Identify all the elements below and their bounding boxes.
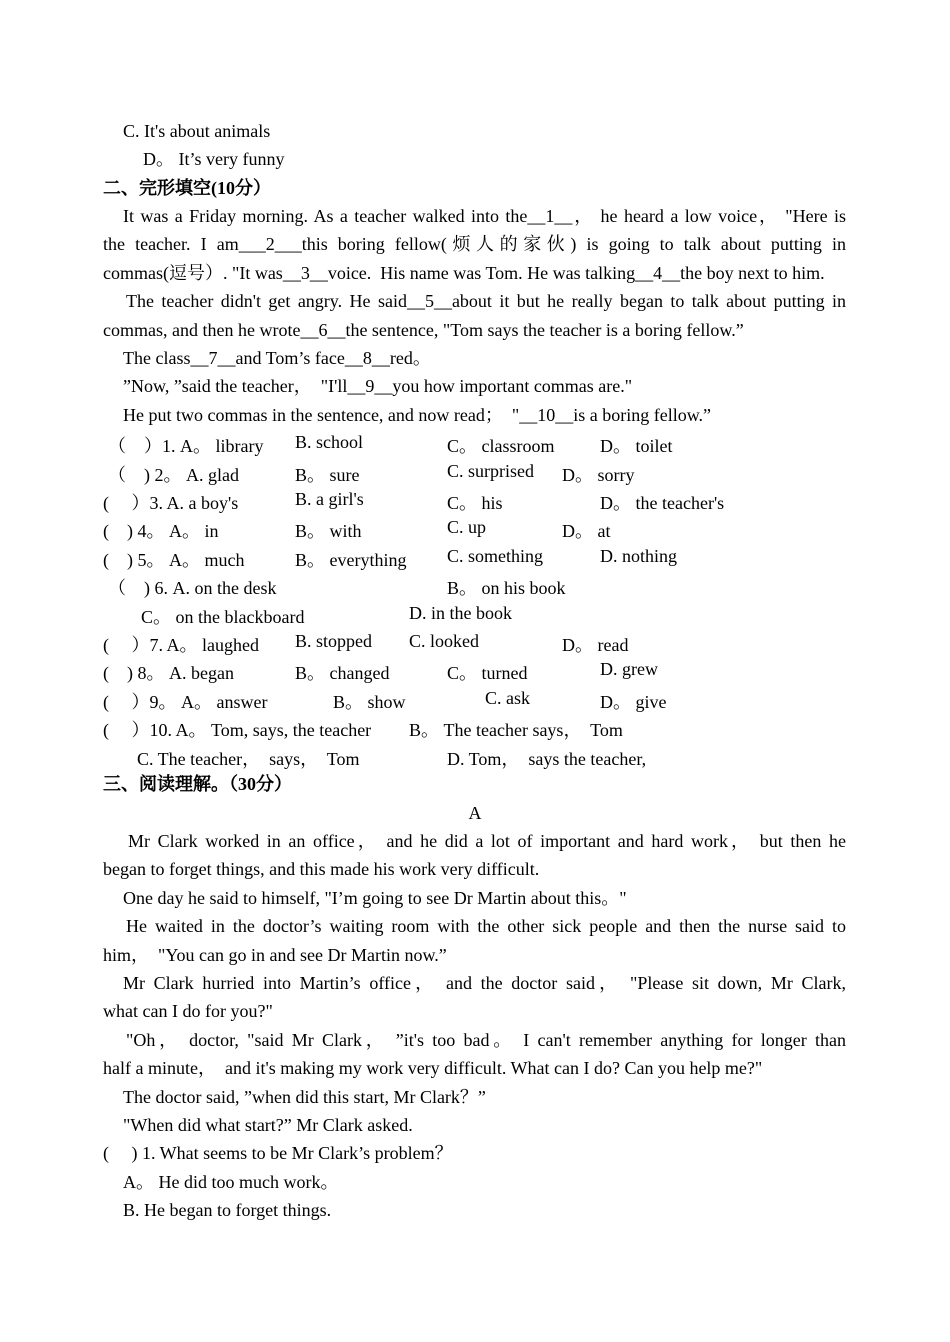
passage-line: The class__7__and Tom’s face__8__red。 bbox=[123, 348, 431, 368]
option-d: D. Tom， says the teacher, bbox=[447, 749, 647, 769]
question-stem: ( ) 4。 A。 in bbox=[103, 521, 219, 541]
option-d: D. grew bbox=[600, 659, 658, 679]
option-d: D。 It’s very funny bbox=[143, 149, 285, 169]
reading-line: "When did what start?” Mr Clark asked. bbox=[123, 1115, 413, 1135]
option-b: B。 sure bbox=[295, 465, 360, 485]
option-c: C。 his bbox=[447, 493, 503, 513]
option-c: C. something bbox=[447, 546, 544, 566]
question-stem: （ ) 6. A. on the desk bbox=[108, 578, 277, 598]
option-d: D。 read bbox=[562, 635, 629, 655]
option-b: B. a girl's bbox=[295, 489, 364, 509]
section2-heading: 二、完形填空(10分） bbox=[103, 178, 271, 198]
option-b: B。 changed bbox=[295, 663, 390, 683]
option-d: D。 toilet bbox=[600, 436, 673, 456]
question-stem: ( ）3. A. a boy's bbox=[103, 493, 239, 513]
option-d: D。 the teacher's bbox=[600, 493, 725, 513]
option-c: C. up bbox=[447, 517, 487, 537]
reading-line: Mr Clark worked in an office， and he did a lot of important and hard work， but then he bbox=[128, 831, 846, 851]
option-b: B. stopped bbox=[295, 631, 373, 651]
option-d: D. nothing bbox=[600, 546, 678, 566]
reading-line: half a minute， and it's making my work very difficult. What can I do? Can you help me?" bbox=[103, 1058, 763, 1078]
question-stem: ( ）7. A。 laughed bbox=[103, 635, 259, 655]
section3-heading: 三、阅读理解。（30分） bbox=[103, 774, 292, 794]
passage-line: The teacher didn't get angry. He said__5__about it but he really began to talk about putting in bbox=[126, 291, 846, 311]
option-b: B. school bbox=[295, 432, 364, 452]
passage-line: It was a Friday morning. As a teacher walked into the__1__， he heard a low voice， "Here is bbox=[123, 206, 846, 226]
option-b: B。 show bbox=[333, 692, 406, 712]
option-d: D。 at bbox=[562, 521, 611, 541]
reading-line: One day he said to himself, "I’m going to see Dr Martin about this。" bbox=[123, 888, 627, 908]
reading-line: him， "You can go in and see Dr Martin now.” bbox=[103, 945, 447, 965]
option-c: C. looked bbox=[409, 631, 479, 651]
option-d: D。 give bbox=[600, 692, 667, 712]
passage-line: commas(逗号）. "It was__3__voice. His name was Tom. He was talking__4__the boy next to him. bbox=[103, 263, 825, 283]
option-c: C。 classroom bbox=[447, 436, 555, 456]
question-stem: ( ）10. A。 Tom, says, the teacher bbox=[103, 720, 372, 740]
passage-line: He put two commas in the sentence, and now read； "__10__is a boring fellow.” bbox=[123, 405, 712, 425]
option-c: C。 on the blackboard bbox=[141, 607, 305, 627]
option-c: C. The teacher， says， Tom bbox=[137, 749, 360, 769]
reading-line: Mr Clark hurried into Martin’s office， and the doctor said， "Please sit down, Mr Clark, bbox=[123, 973, 846, 993]
option-b: B。 The teacher says， Tom bbox=[409, 720, 623, 740]
option-c: C. surprised bbox=[447, 461, 534, 481]
reading-line: "Oh， doctor, "said Mr Clark， ”it's too bad。 I can't remember anything for longer than bbox=[126, 1030, 846, 1050]
reading-line: what can I do for you?" bbox=[103, 1001, 273, 1021]
part-label: A bbox=[468, 803, 482, 823]
reading-line: The doctor said, ”when did this start, Mr Clark？” bbox=[123, 1087, 486, 1107]
reading-line: began to forget things, and this made his work very difficult. bbox=[103, 859, 540, 879]
question-stem: （ ) 2。 A. glad bbox=[108, 465, 239, 485]
question-stem: （ ）1. A。 library bbox=[108, 436, 264, 456]
option-b: B. He began to forget things. bbox=[123, 1200, 332, 1220]
option-c: C. ask bbox=[485, 688, 530, 708]
option-c: C。 turned bbox=[447, 663, 528, 683]
passage-line: ”Now, ”said the teacher， "I'll__9__you how important commas are." bbox=[123, 376, 633, 396]
question-stem: ( ) 8。 A. began bbox=[103, 663, 234, 683]
option-b: B。 with bbox=[295, 521, 362, 541]
question-stem: ( ) 1. What seems to be Mr Clark’s problem？ bbox=[103, 1143, 453, 1163]
passage-line: commas, and then he wrote__6__the sentence, "Tom says the teacher is a boring fellow.” bbox=[103, 320, 744, 340]
option-c: C. It's about animals bbox=[123, 121, 271, 141]
option-b: B。 everything bbox=[295, 550, 407, 570]
reading-line: He waited in the doctor’s waiting room with the other sick people and then the nurse said to bbox=[126, 916, 846, 936]
question-stem: ( ）9。 A。 answer bbox=[103, 692, 268, 712]
option-b: B。 on his book bbox=[447, 578, 566, 598]
option-d: D. in the book bbox=[409, 603, 512, 623]
question-stem: ( ) 5。 A。 much bbox=[103, 550, 245, 570]
option-a: A。 He did too much work。 bbox=[123, 1172, 339, 1192]
option-d: D。 sorry bbox=[562, 465, 635, 485]
passage-line: the teacher. I am___2___this boring fellow(烦人的家伙) is going to talk about putting in bbox=[103, 234, 846, 254]
